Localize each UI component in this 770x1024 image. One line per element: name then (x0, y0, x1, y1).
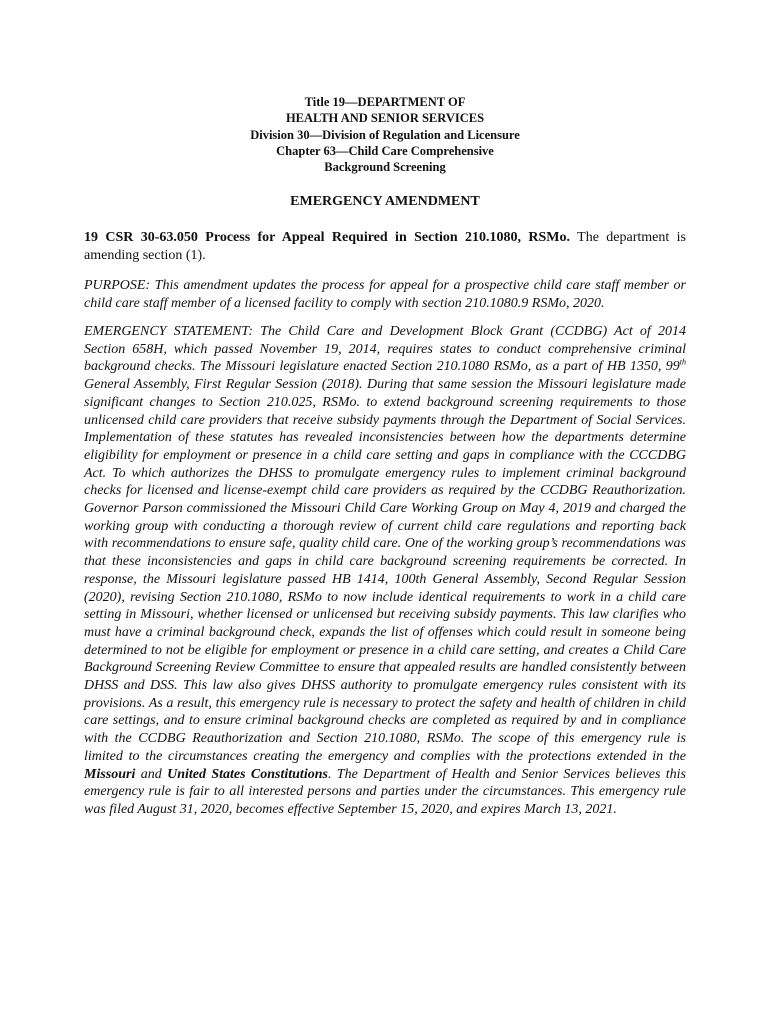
header-division-line: Division 30—Division of Regulation and Licensure (250, 127, 520, 142)
section-title: EMERGENCY AMENDMENT (290, 194, 480, 209)
emergency-text-part3: and (135, 766, 168, 782)
emergency-text-part2: General Assembly, First Regular Session (2018). During that same session the Missouri legislature made significant changes to Section 210.025, RSMo. to extend background screening requirements to those unlicensed child care providers that receive subsidy payments through the Department of Social Services. Implementation of these statutes has revealed inconsistencies between how the departments determine eligibility for employment or presence in a child care setting and gaps in compliance with the CCCDBG Act. To which authorizes the DHSS to promulgate emergency rules to implement criminal background checks for licensed and license-exempt child care providers as required by the CCDBG Reauthorization. Governor Parson commissioned the Missouri Child Care Working Group on May 4, 2019 and charged the working group with conducting a thorough review of current child care regulations and reporting back with recommendations to ensure safe, quality child care. One of the working group’s recommendations was that these inconsistencies and gaps in child care background screening requirements be corrected. In response, the Missouri legislature passed HB 1414, 100th General Assembly, Second Regular Session (2020), revising Section 210.1080, RSMo to now include identical requirements to work in a child care setting in Missouri, whether licensed or unlicensed but receiving subsidy payments. This law clarifies who must have a criminal background check, expands the list of offenses which could result in someone being determined to not be eligible for employment or presence in a child care setting, and creates a Child Care Background Screening Review Committee to ensure that appealed results are handled consistently between DHSS and DSS. This law also gives DHSS authority to promulgate emergency rules consistent with its provisions. As a result, this emergency rule is necessary to protect the safety and health of children in child care settings, and to ensure criminal background checks are completed as required by and in compliance with the CCDBG Reauthorization and Section 210.1080, RSMo. The scope of this emergency rule is limited to the circumstances creating the emergency and complies with the protections extended in the (84, 377, 686, 764)
ordinal-superscript: th (679, 357, 686, 367)
rule-paragraph (84, 229, 686, 264)
rule-note: The department is amending section (1). (84, 230, 686, 263)
header-chapter-line: Chapter 63—Child Care Comprehensive (276, 143, 494, 158)
rule-citation: 19 CSR 30-63.050 Process for Appeal Required in Section 210.1080, RSMo. (84, 230, 571, 245)
emergency-statement-paragraph (84, 323, 686, 819)
document-header (0, 94, 770, 175)
emergency-text-part4: . The Department of Health and Senior Services believes this emergency rule is fair to all interested persons and parties under the circumstances. This emergency rule was filed August 31, 2020, becomes effective September 15, 2020, and expires March 13, 2021. (84, 766, 687, 817)
header-chapter-subtitle-line: Background Screening (324, 160, 446, 175)
purpose-paragraph: PURPOSE: This amendment updates the process for appeal for a prospective child care staff member or child care staff member of a licensed facility to comply with section 210.1080.9 RSMo, 2020. (84, 278, 686, 311)
header-department-line: HEALTH AND SENIOR SERVICES (285, 111, 485, 126)
emergency-text-part1: EMERGENCY STATEMENT: The Child Care and Development Block Grant (CCDBG) Act of 2014 Section 658H, which passed November 19, 2014, requires states to conduct comprehensive criminal background checks. The Missouri legislature enacted Section 210.1080 RSMo, as a part of HB 1350, 99 (84, 324, 686, 375)
header-title-line: Title 19—DEPARTMENT OF (304, 95, 466, 109)
emergency-bold-missouri: Missouri (84, 766, 136, 782)
emergency-bold-constitutions: United States Constitutions (167, 766, 328, 782)
